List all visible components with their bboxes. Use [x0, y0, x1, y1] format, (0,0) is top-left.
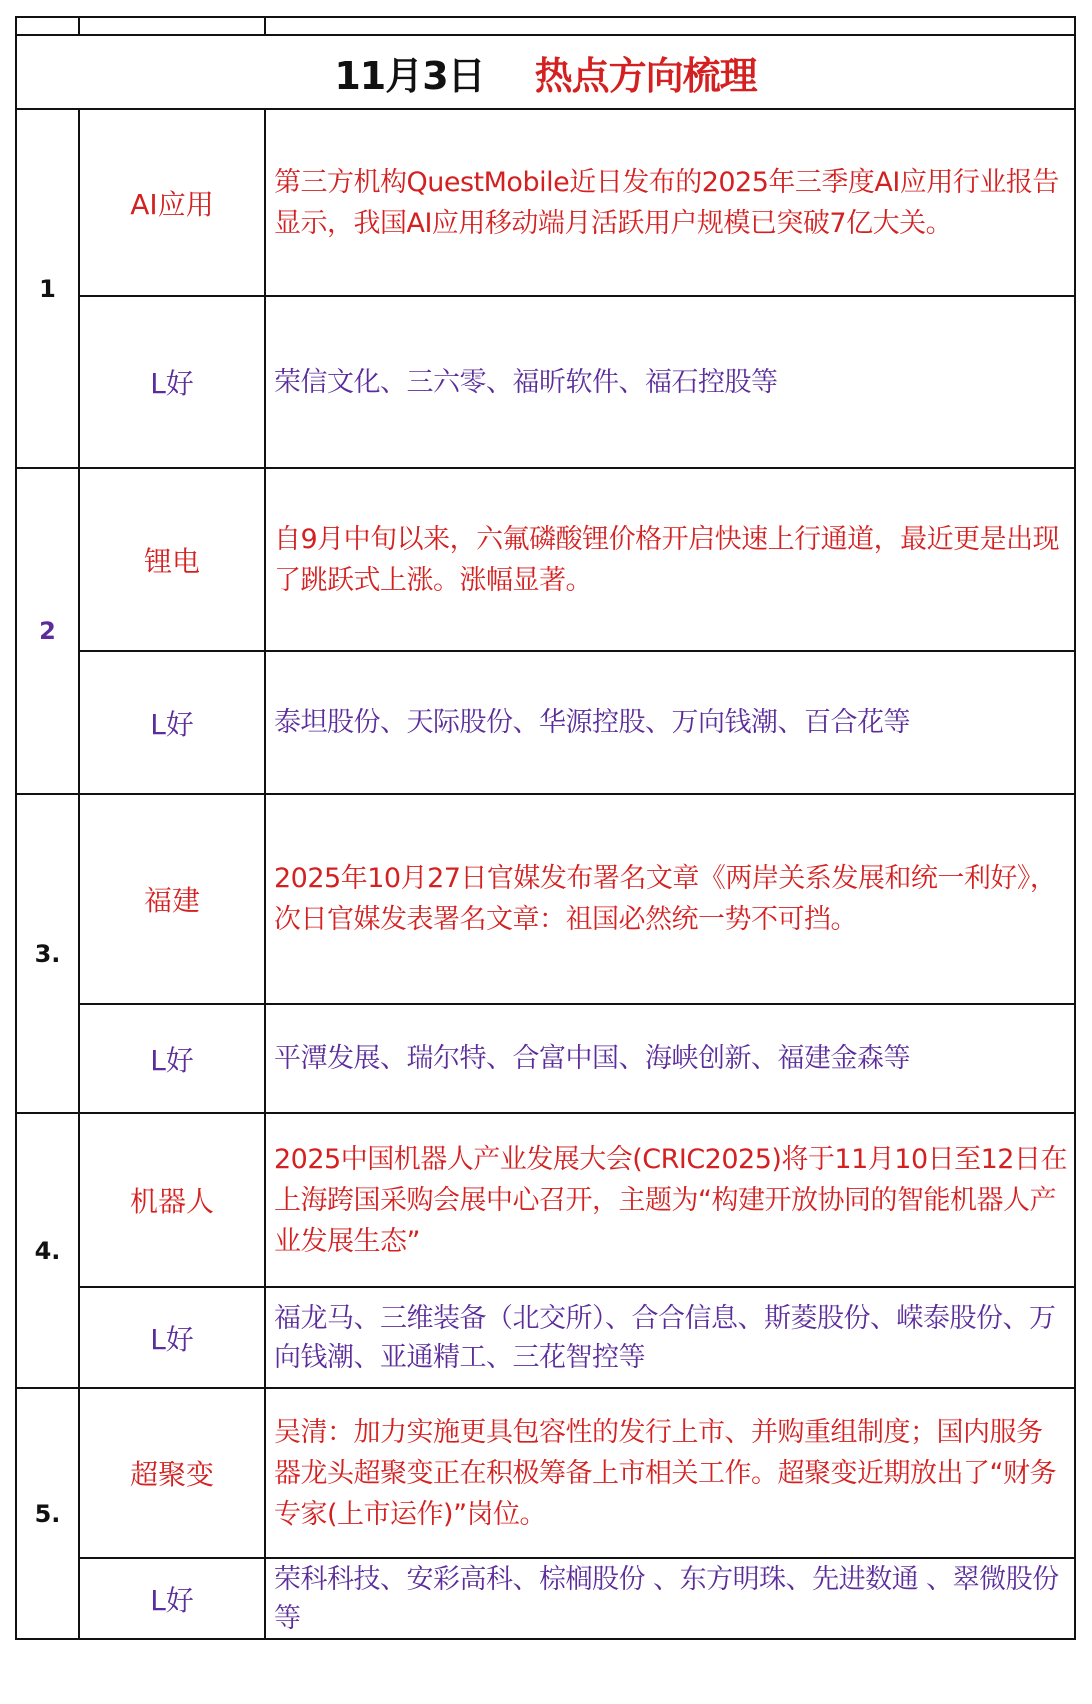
section-description: 2025中国机器人产业发展大会(CRIC2025)将于11月10日至12日在上海跨国采购会展中心召开，主题为“构建开放协同的智能机器人产业发展生态” [265, 1113, 1075, 1287]
section-number: 5. [16, 1388, 79, 1639]
section-description: 自9月中旬以来，六氟磷酸锂价格开启快速上行通道，最近更是出现了跳跃式上涨。涨幅显著。 [265, 468, 1075, 651]
section-stocks-row-5 [16, 1558, 1075, 1639]
title-date: 11月3日 [334, 53, 485, 98]
section-row-1 [16, 109, 1075, 296]
section-stocks-row-1 [16, 296, 1075, 468]
section-row-2 [16, 468, 1075, 651]
hotspot-table [15, 16, 1076, 1640]
stock-list: 福龙马、三维装备（北交所）、合合信息、斯菱股份、嵘泰股份、万向钱潮、亚通精工、三花智控等 [265, 1287, 1075, 1388]
section-row-4 [16, 1113, 1075, 1287]
section-category: 超聚变 [79, 1388, 265, 1558]
section-stocks-row-3 [16, 1004, 1075, 1113]
section-number: 2 [16, 468, 79, 794]
section-row-3 [16, 794, 1075, 1004]
section-number: 3. [16, 794, 79, 1113]
page-title [16, 35, 1075, 109]
section-row-5 [16, 1388, 1075, 1558]
section-category: AI应用 [79, 109, 265, 296]
benefit-label: L好 [79, 1287, 265, 1388]
benefit-label: L好 [79, 1558, 265, 1639]
section-number: 4. [16, 1113, 79, 1388]
section-number: 1 [16, 109, 79, 468]
stock-list: 泰坦股份、天际股份、华源控股、万向钱潮、百合花等 [265, 651, 1075, 794]
section-description: 2025年10月27日官媒发布署名文章《两岸关系发展和统一利好》，次日官媒发表署名文章：祖国必然统一势不可挡。 [265, 794, 1075, 1004]
section-description: 吴清：加力实施更具包容性的发行上市、并购重组制度；国内服务器龙头超聚变正在积极筹备上市相关工作。超聚变近期放出了“财务专家(上市运作)”岗位。 [265, 1388, 1075, 1558]
section-category: 机器人 [79, 1113, 265, 1287]
stock-list: 荣信文化、三六零、福昕软件、福石控股等 [265, 296, 1075, 468]
stock-list: 荣科科技、安彩高科、棕榈股份 、东方明珠、先进数通 、翠微股份等 [265, 1558, 1075, 1639]
benefit-label: L好 [79, 296, 265, 468]
section-stocks-row-4 [16, 1287, 1075, 1388]
benefit-label: L好 [79, 651, 265, 794]
benefit-label: L好 [79, 1004, 265, 1113]
title-topic: 热点方向梳理 [534, 53, 757, 98]
blank-row [16, 17, 1075, 35]
title-row [16, 35, 1075, 109]
section-category: 福建 [79, 794, 265, 1004]
section-stocks-row-2 [16, 651, 1075, 794]
section-description: 第三方机构QuestMobile近日发布的2025年三季度AI应用行业报告显示，我国AI应用移动端月活跃用户规模已突破7亿大关。 [265, 109, 1075, 296]
section-category: 锂电 [79, 468, 265, 651]
stock-list: 平潭发展、瑞尔特、合富中国、海峡创新、福建金森等 [265, 1004, 1075, 1113]
